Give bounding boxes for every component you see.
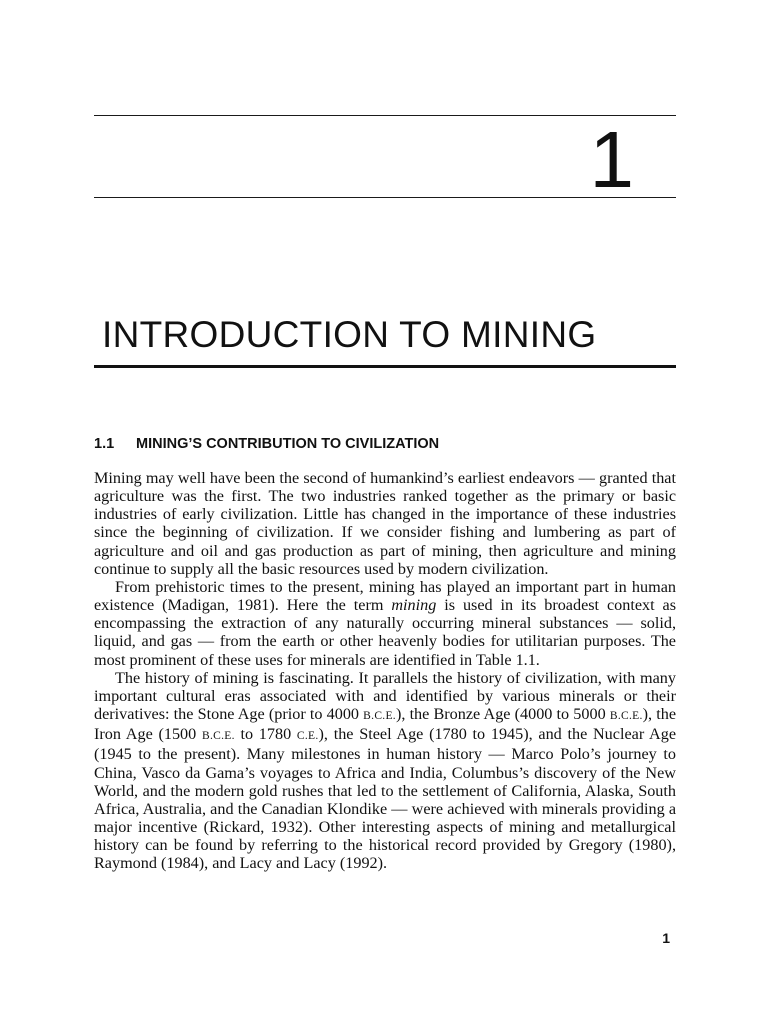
era-abbrev: C.E.	[296, 730, 319, 743]
chapter-top-rule	[94, 115, 676, 116]
section-heading	[94, 436, 439, 452]
era-abbrev: B.C.E.	[363, 710, 396, 723]
era-abbrev: B.C.E.	[609, 710, 643, 723]
paragraph-3-text-d: to 1780	[234, 725, 297, 744]
body-text	[94, 469, 676, 872]
chapter-number-rule	[94, 197, 676, 198]
era-abbrev: B.C.E.	[201, 730, 235, 743]
paragraph-3-text-e: ), the Steel Age (1780 to 1945), and the Nuclear Age (1945 to the present). Many milestones in human history — Marco Polo’s journey to China, Vasco da Gama’s voyages to Africa and India, Columbus’s discovery of the New World, and the modern gold rushes that led to the settlement of California, Alaska, South Africa, Australia, and the Canadian Klondike — were achieved with minerals providing a major incentive (Rickard, 1932). Other interesting aspects of mining and metallurgical history can be found by referring to the historical record provided by Gregory (1980), Raymond (1984), and Lacy and Lacy (1992).	[94, 725, 676, 873]
page-number: 1	[662, 930, 670, 946]
section-number: 1.1	[94, 436, 115, 452]
paragraph-1: Mining may well have been the second of humankind’s earliest endeavors — granted that agriculture was the first. The two industries ranked together as the primary or basic industries of early civilization. Little has changed in the importance of these industries since the beginning of civilization. If we consider fishing and lumbering as part of agriculture and oil and gas production as part of mining, then agriculture and mining continue to supply all the basic resources used by modern civilization.	[94, 469, 676, 578]
paragraph-2-text-a: From prehistoric times to the present, mining has played an important part in human existence (Madigan, 1981). Here the term	[94, 577, 676, 615]
term-mining: mining	[391, 596, 437, 615]
chapter-title: INTRODUCTION TO MINING	[102, 314, 597, 355]
paragraph-3-text-a: The history of mining is fascinating. It parallels the history of civilization, with many important cultural eras associated with and identified by various minerals or their derivatives: the Stone Age (prior to 4000	[94, 668, 676, 724]
paragraph-3-text-c: ), the Iron Age (1500	[94, 705, 677, 744]
paragraph-3	[94, 669, 676, 873]
section-title: MINING’S CONTRIBUTION TO CIVILIZATION	[136, 436, 440, 452]
chapter-number: 1	[589, 115, 634, 204]
paragraph-2	[94, 578, 676, 669]
paragraph-3-text-b: ), the Bronze Age (4000 to 5000	[395, 705, 610, 724]
chapter-title-rule	[94, 365, 676, 368]
paragraph-2-text-b: is used in its broadest context as encompassing the extraction of any naturally occurring mineral substances — solid, liquid, and gas — from the earth or other heavenly bodies for utilitarian purposes. The most prominent of these uses for minerals are identified in Table 1.1.	[94, 596, 677, 669]
